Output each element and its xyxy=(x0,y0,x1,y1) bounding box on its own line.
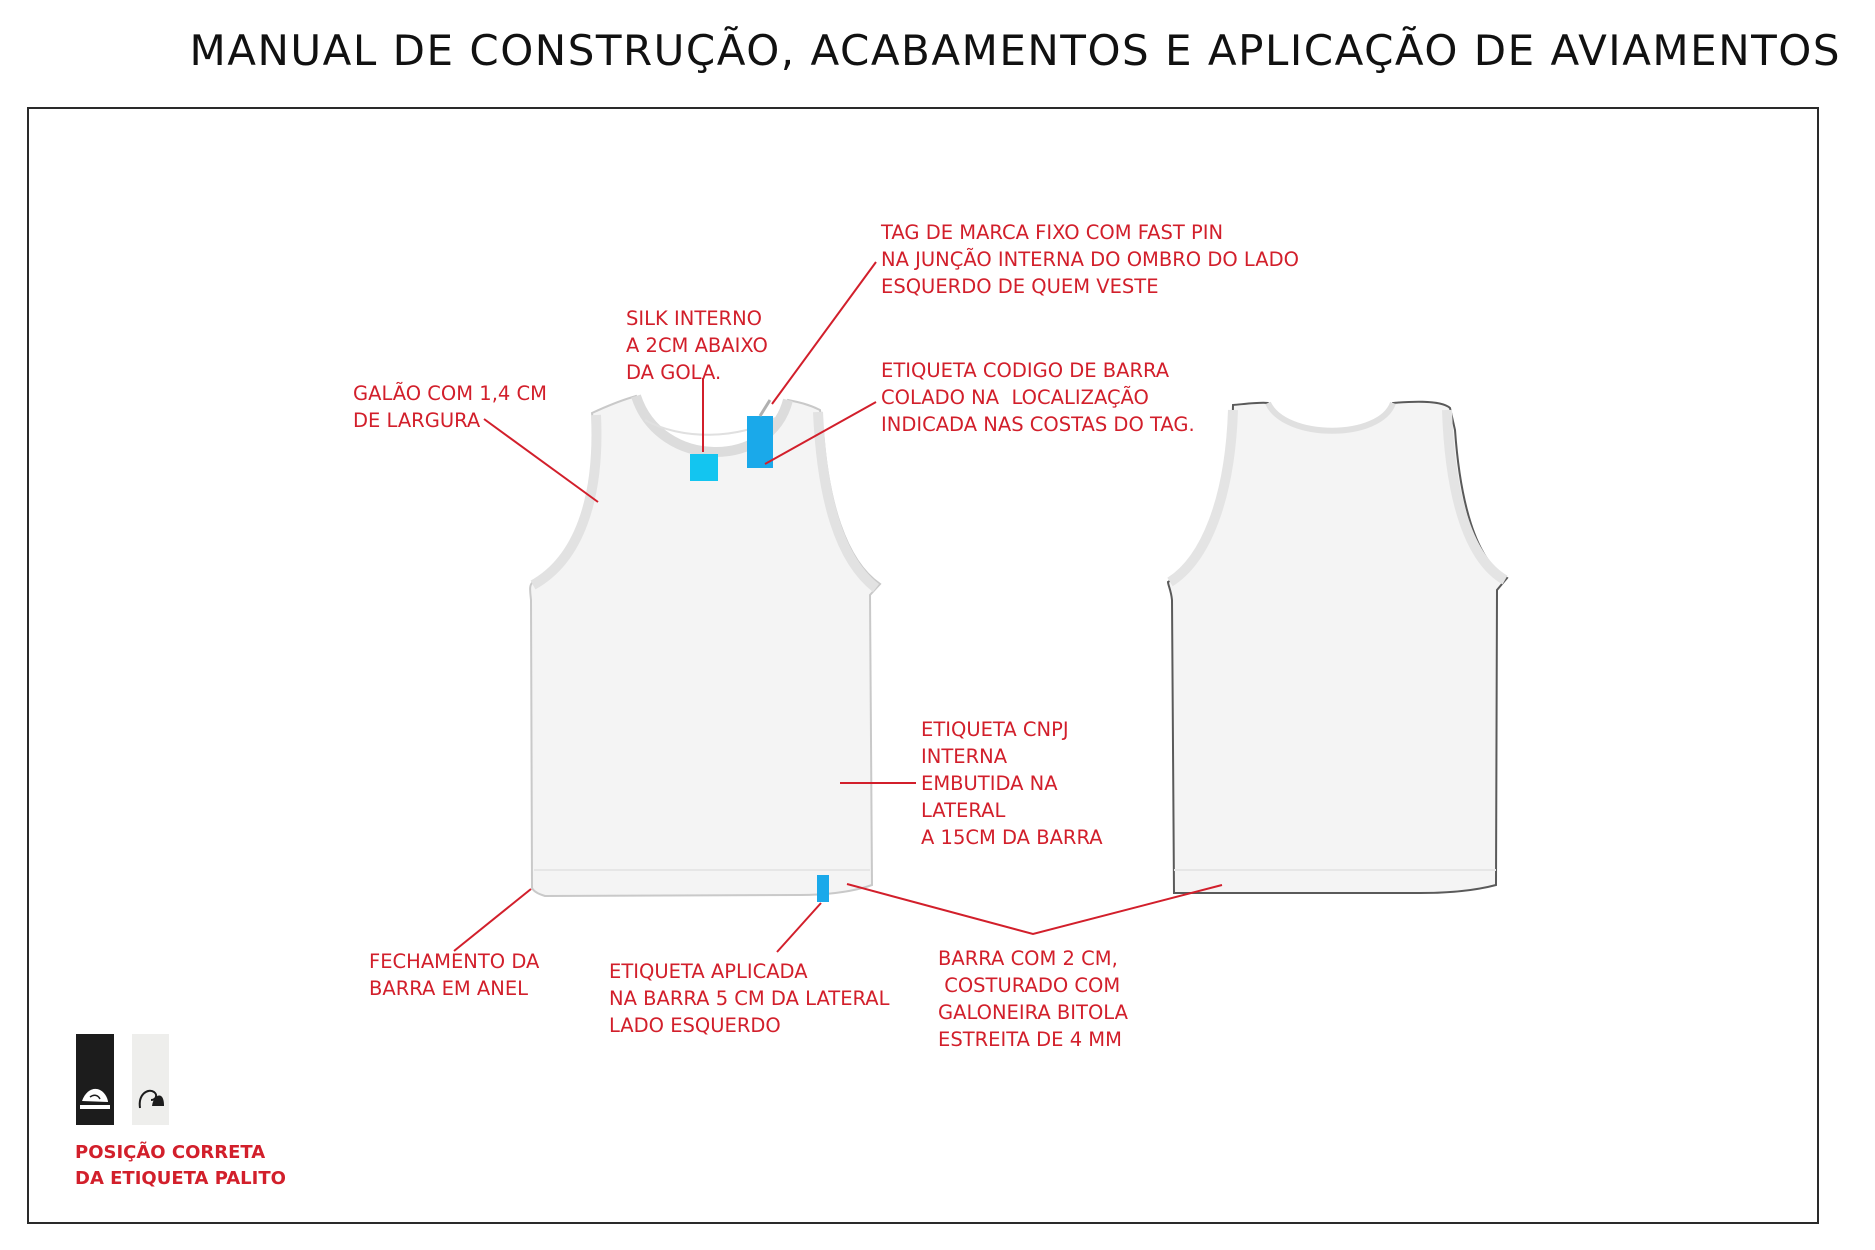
leader-etiqueta-aplicada xyxy=(777,903,821,952)
tank-top-back xyxy=(1168,402,1507,893)
annotation-fechamento: FECHAMENTO DA BARRA EM ANEL xyxy=(369,950,540,1000)
annotation-barra: BARRA COM 2 CM, COSTURADO COM GALONEIRA BITOLA ESTREITA DE 4 MM xyxy=(938,947,1128,1051)
tank-top-front xyxy=(530,396,880,902)
palito-light xyxy=(132,1034,169,1125)
leader-fechamento xyxy=(454,889,531,951)
annotation-codigo-barra: ETIQUETA CODIGO DE BARRA COLADO NA LOCALIZAÇÃO INDICADA NAS COSTAS DO TAG. xyxy=(881,359,1195,436)
palito-caption: POSIÇÃO CORRETA DA ETIQUETA PALITO xyxy=(75,1142,286,1189)
annotation-galao: GALÃO COM 1,4 CM DE LARGURA xyxy=(353,382,547,432)
fast-pin xyxy=(760,400,770,416)
etiqueta-aplicada-marker xyxy=(817,875,829,902)
annotation-etiqueta-aplicada: ETIQUETA APLICADA NA BARRA 5 CM DA LATERAL LADO ESQUERDO xyxy=(609,960,890,1037)
annotation-cnpj: ETIQUETA CNPJ INTERNA EMBUTIDA NA LATERAL A 15CM DA BARRA xyxy=(921,718,1103,849)
leader-tag-marca xyxy=(772,262,876,404)
tag-marca-marker xyxy=(747,416,773,468)
annotation-tag-marca: TAG DE MARCA FIXO COM FAST PIN NA JUNÇÃO INTERNA DO OMBRO DO LADO ESQUERDO DE QUEM VESTE xyxy=(881,221,1299,298)
silk-interno-marker xyxy=(690,454,718,481)
palito-labels xyxy=(76,1034,169,1125)
page-title: MANUAL DE CONSTRUÇÃO, ACABAMENTOS E APLICAÇÃO DE AVIAMENTOS xyxy=(189,26,1841,75)
annotation-silk-interno: SILK INTERNO A 2CM ABAIXO DA GOLA. xyxy=(626,307,768,384)
leader-barra xyxy=(847,884,1222,934)
palito-dark xyxy=(76,1034,114,1125)
